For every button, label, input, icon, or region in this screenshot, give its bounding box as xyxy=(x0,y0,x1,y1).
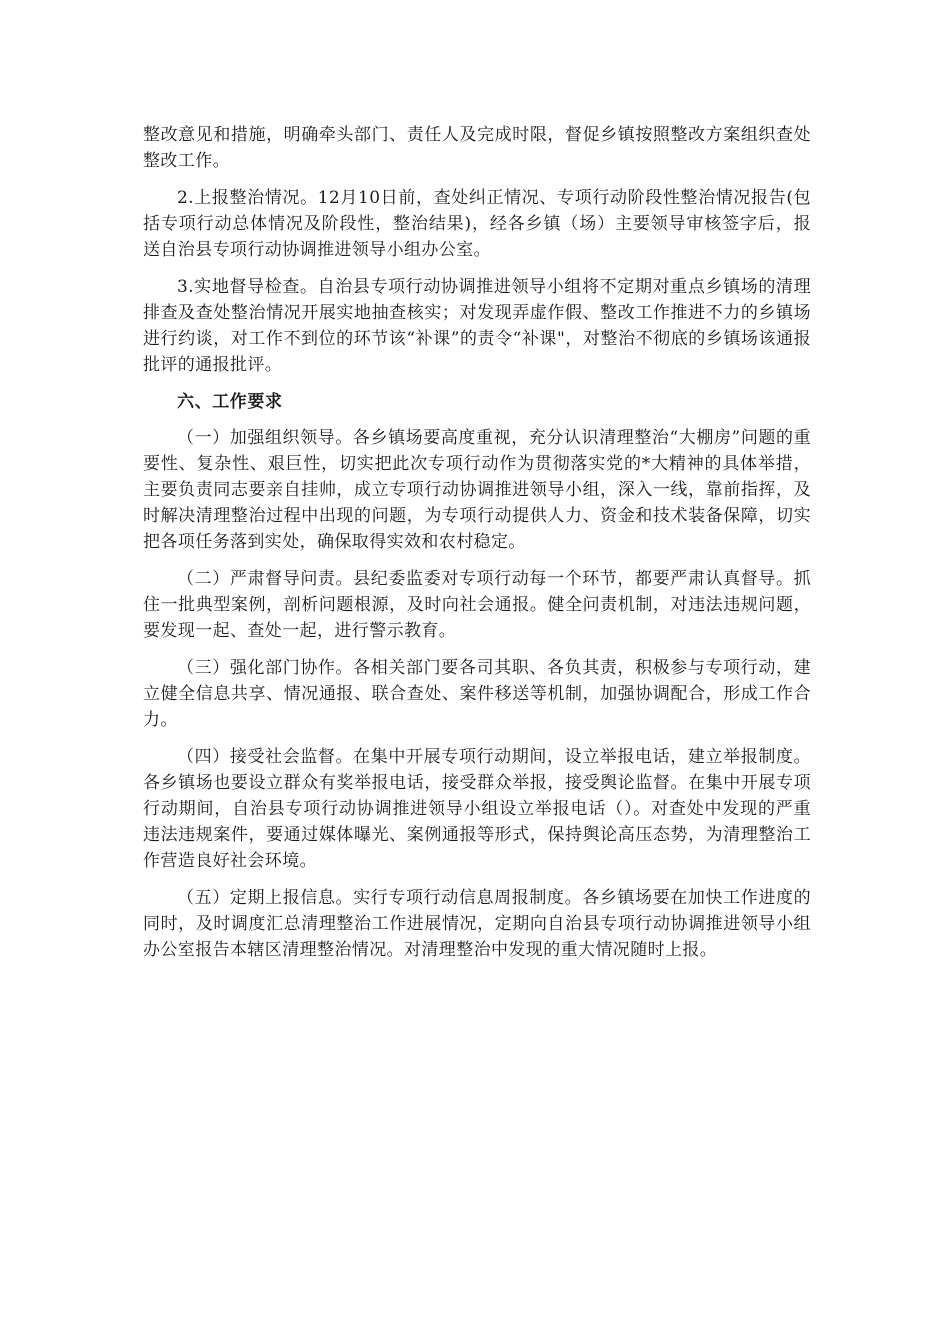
paragraph-continuation: 整改意见和措施，明确牵头部门、责任人及完成时限，督促乡镇按照整改方案组织查处整改工作。 xyxy=(143,125,811,171)
paragraph-report-status: 2.上报整治情况。12月10日前，查处纠正情况、专项行动阶段性整治情况报告(包括专项行动总体情况及阶段性，整治结果)，经各乡镇（场）主要领导审核签字后，报送自治县专项行动协调推进领导小组办公室。 xyxy=(143,188,811,260)
requirement-item-3: （三）强化部门协作。各相关部门要各司其职、各负其责，积极参与专项行动，建立健全信息共享、情况通报、联合查处、案件移送等机制，加强协调配合，形成工作合力。 xyxy=(143,658,811,730)
document-page xyxy=(143,122,811,974)
requirement-item-4: （四）接受社会监督。在集中开展专项行动期间，设立举报电话，建立举报制度。各乡镇场也要设立群众有奖举报电话，接受群众举报，接受舆论监督。在集中开展专项行动期间，自治县专项行动协调推进领导小组设立举报电话（）。对查处中发现的严重违法违规案件，要通过媒体曝光、案例通报等形式，保持舆论高压态势，为清理整治工作营造良好社会环境。 xyxy=(143,747,811,871)
section-heading: 六、工作要求 xyxy=(177,392,283,412)
requirement-item-2: （二）严肃督导问责。县纪委监委对专项行动每一个环节，都要严肃认真督导。抓住一批典型案例，剖析问题根源，及时向社会通报。健全问责机制，对违法违规问题，要发现一起、查处一起，进行警示教育。 xyxy=(143,569,811,641)
requirement-item-5: （五）定期上报信息。实行专项行动信息周报制度。各乡镇场要在加快工作进度的同时，及时调度汇总清理整治工作进展情况，定期向自治县专项行动协调推进领导小组办公室报告本辖区清理整治情况。对清理整治中发现的重大情况随时上报。 xyxy=(143,888,811,960)
paragraph-onsite-inspection: 3.实地督导检查。自治县专项行动协调推进领导小组将不定期对重点乡镇场的清理排查及查处整治情况开展实地抽查核实；对发现弄虚作假、整改工作推进不力的乡镇场进行约谈，对工作不到位的环节该“补课”的责令“补课"，对整治不彻底的乡镇场该通报批评的通报批评。 xyxy=(143,277,811,375)
requirement-item-1: （一）加强组织领导。各乡镇场要高度重视，充分认识清理整治“大棚房”问题的重要性、复杂性、艰巨性，切实把此次专项行动作为贯彻落实党的*大精神的具体举措，主要负责同志要亲自挂帅，成立专项行动协调推进领导小组，深入一线，靠前指挥，及时解决清理整治过程中出现的问题，为专项行动提供人力、资金和技术装备保障，切实把各项任务落到实处，确保取得实效和农村稳定。 xyxy=(143,428,811,552)
